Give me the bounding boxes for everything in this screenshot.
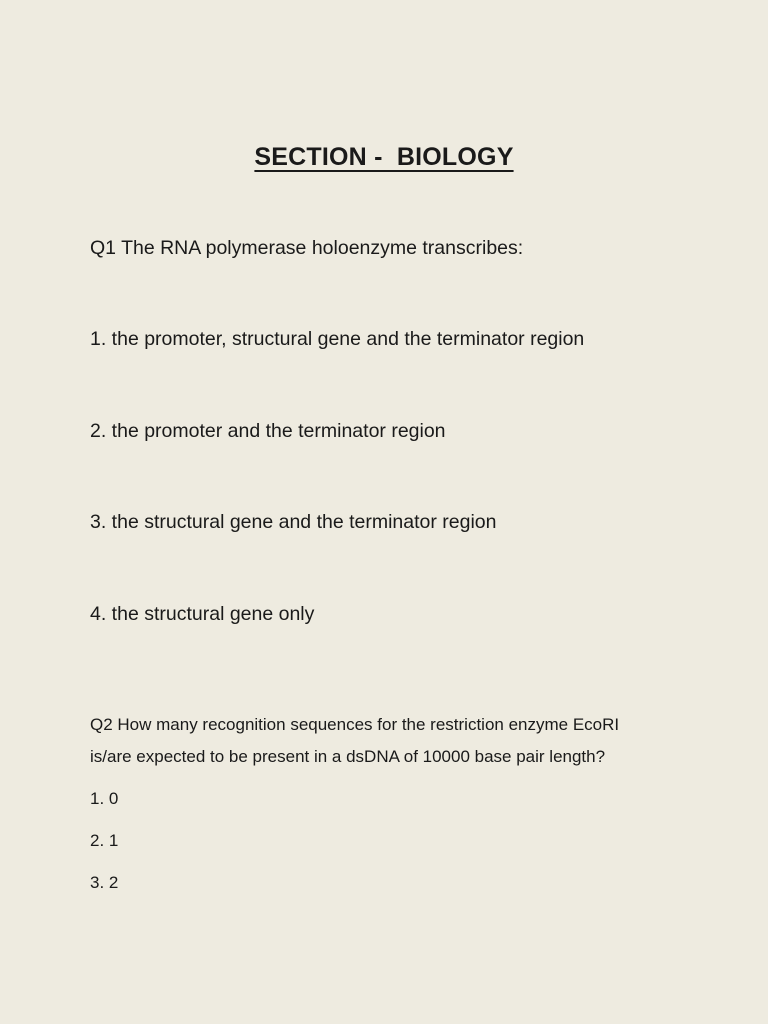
question-2-option-3: 3. 2 bbox=[90, 873, 119, 892]
question-1-option-4: 4. the structural gene only bbox=[90, 603, 315, 625]
question-2-stem-line-2: is/are expected to be present in a dsDNA of 10000 base pair length? bbox=[90, 747, 606, 766]
question-2-option-2: 2. 1 bbox=[90, 831, 119, 850]
question-1-option-1: 1. the promoter, structural gene and the terminator region bbox=[90, 328, 585, 350]
question-2-option-1: 1. 0 bbox=[90, 789, 119, 808]
question-1-option-3: 3. the structural gene and the terminator region bbox=[90, 511, 497, 533]
question-1-option-2: 2. the promoter and the terminator region bbox=[90, 420, 446, 442]
section-heading bbox=[0, 140, 768, 174]
section-title-text: SECTION - BIOLOGY bbox=[254, 143, 514, 171]
question-2-stem-line-1: Q2 How many recognition sequences for the restriction enzyme EcoRI bbox=[90, 715, 620, 734]
question-1-stem: Q1 The RNA polymerase holoenzyme transcribes: bbox=[90, 237, 524, 259]
